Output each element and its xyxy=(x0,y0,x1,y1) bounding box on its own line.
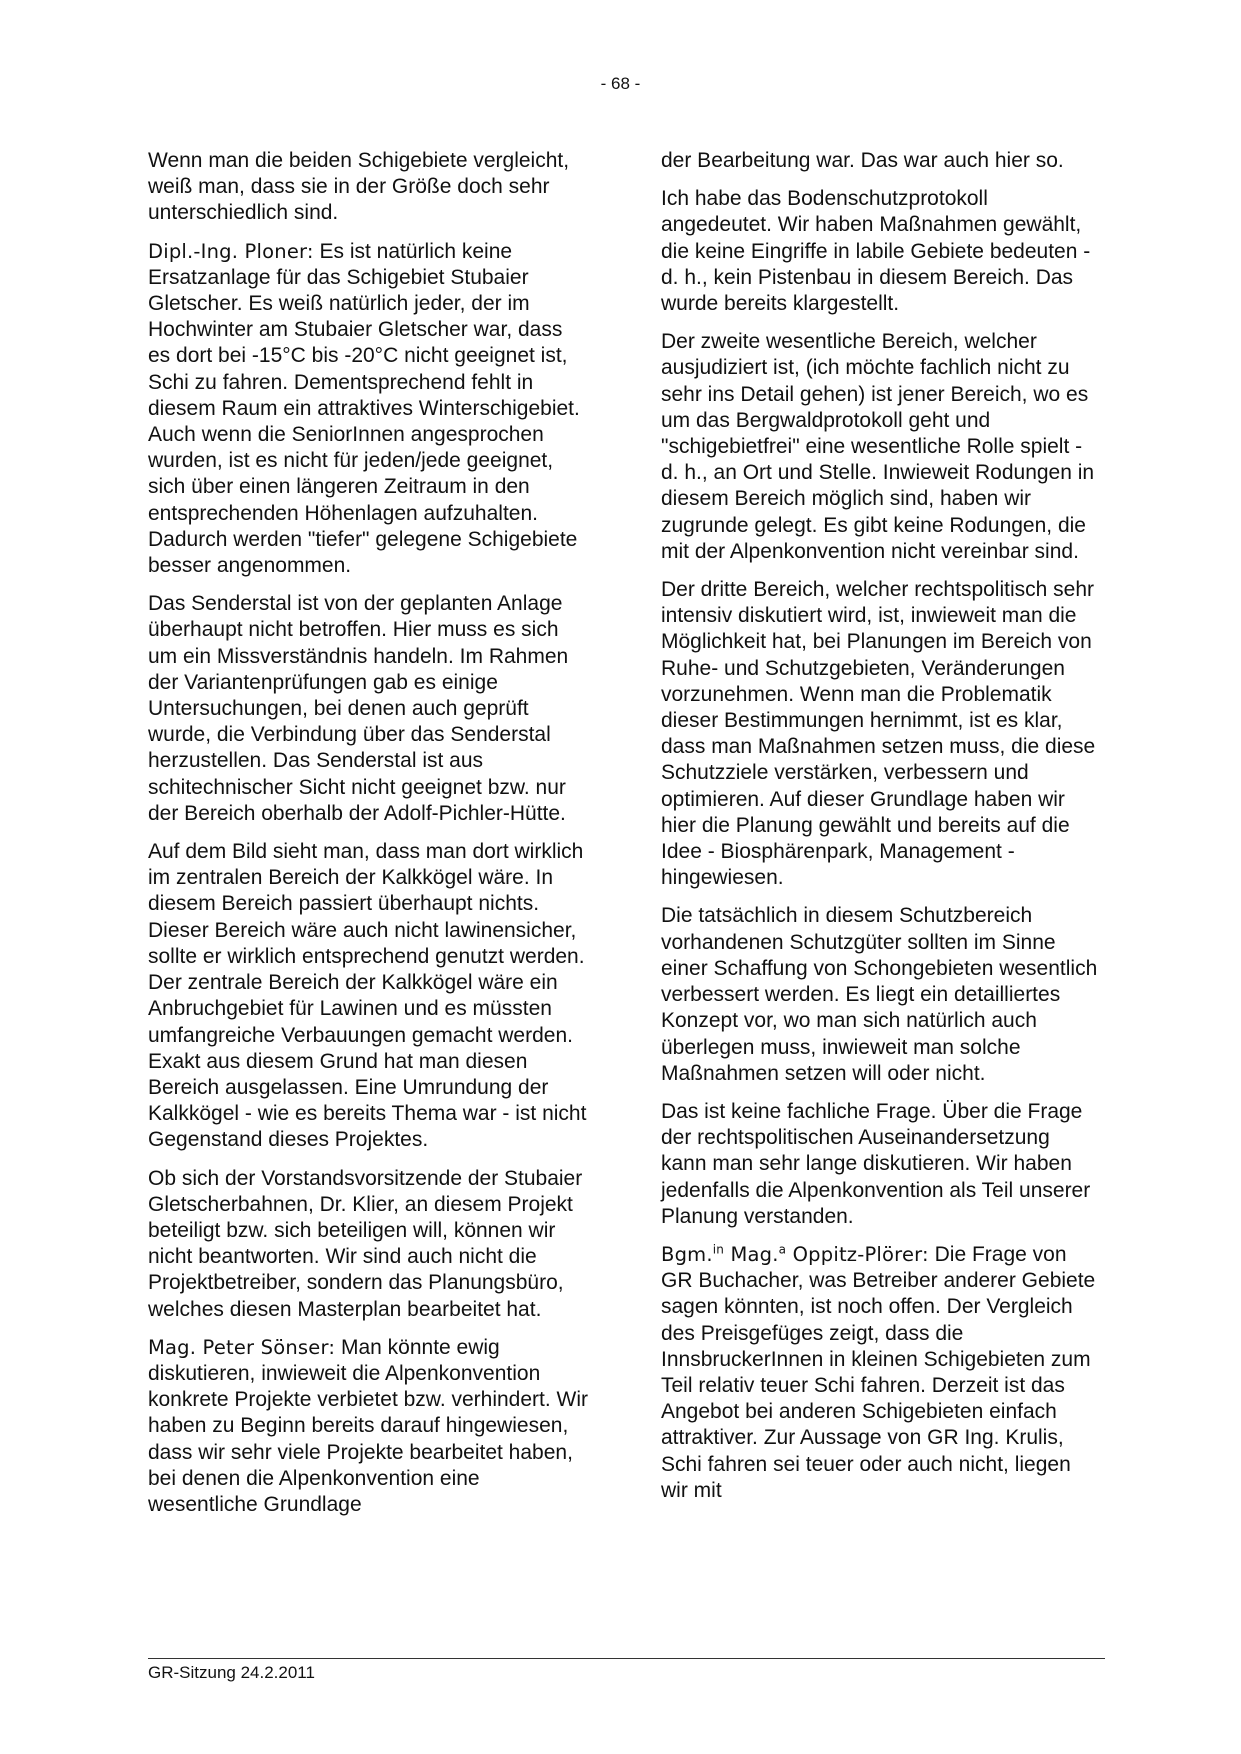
speaker-name: Mag. Peter Sönser: xyxy=(148,1335,336,1359)
paragraph: Wenn man die beiden Schigebiete vergleicht, weiß man, dass sie in der Größe doch sehr unterschiedlich sind. xyxy=(148,149,570,225)
speaker-superscript: in xyxy=(712,1242,725,1257)
paragraph-text: Man könnte ewig diskutieren, inwieweit die Alpenkonvention konkrete Projekte verbietet bzw. verhindert. Wir haben zu Beginn bereits darauf hingewiesen, dass wir sehr viele Projekte bearbeitet haben, bei denen die Alpenkonvention eine wesentliche Grundlage xyxy=(148,1335,589,1516)
speaker-title-bgm: Bgm. xyxy=(661,1242,713,1266)
speaker-title-mag: Mag. xyxy=(724,1242,779,1266)
paragraph xyxy=(148,239,588,580)
paragraph: Der zweite wesentliche Bereich, welcher ausjudiziert ist, (ich möchte fachlich nicht zu sehr ins Detail gehen) ist jener Bereich, wo es um das Bergwaldprotokoll geht und "schigebietfrei" eine wesentliche Rolle spielt - d. h., an Ort und Stelle. Inwieweit Rodungen in diesem Bereich möglich sind, haben wir zugrunde gelegt. Es gibt keine Rodungen, die mit der Alpenkonvention nicht vereinbar sind. xyxy=(661,330,1095,563)
paragraph: Der dritte Bereich, welcher rechtspolitisch sehr intensiv diskutiert wird, ist, inwieweit man die Möglichkeit hat, bei Planungen im Bereich von Ruhe- und Schutzgebieten, Veränderungen vorzunehmen. Wenn man die Problematik dieser Bestimmungen hernimmt, ist es klar, dass man Maßnahmen setzen muss, die diese Schutzziele verstärken, verbessern und optimieren. Auf dieser Grundlage haben wir hier die Planung gewählt und bereits auf die Idee - Biosphärenpark, Management - hingewiesen. xyxy=(661,578,1096,890)
paragraph-text: Es ist natürlich keine Ersatzanlage für das Schigebiet Stubaier Gletscher. Es weiß natürlich jeder, der im Hochwinter am Stubaier Gletscher war, dass es dort bei -15°C bis -20°C nicht geeignet ist, Schi zu fahren. Dementsprechend fehlt in diesem Raum ein attraktives Winterschigebiet. Auch wenn die SeniorInnen angesprochen wurden, ist es nicht für jeden/jede geeignet, sich über einen längeren Zeitraum in den entsprechenden Höhenlagen aufzuhalten. Dadurch werden "tiefer" gelegene Schigebiete besser angenommen. xyxy=(148,239,580,578)
footer-divider xyxy=(148,1658,1105,1659)
paragraph: Die tatsächlich in diesem Schutzbereich vorhandenen Schutzgüter sollten im Sinne einer Schaffung von Schongebieten wesentlich verbessert werden. Es liegt ein detailliertes Konzept vor, wo man sich natürlich auch überlegen muss, inwieweit man solche Maßnahmen setzen will oder nicht. xyxy=(661,904,1098,1085)
speaker-surname: Oppitz-Plörer: xyxy=(786,1242,929,1266)
speaker-name xyxy=(661,1243,929,1266)
left-column xyxy=(148,148,588,1530)
paragraph-text: Die Frage von GR Buchacher, was Betreiber anderer Gebiete sagen könnten, ist noch offen. Der Vergleich des Preisgefüges zeigt, dass die InnsbruckerInnen in kleinen Schigebieten zum Teil relativ teuer Schi fahren. Derzeit ist das Angebot bei anderen Schigebieten einfach attraktiver. Zur Aussage von GR Ing. Krulis, Schi fahren sei teuer oder auch nicht, liegen wir mit xyxy=(661,1242,1096,1502)
speaker-superscript: a xyxy=(778,1242,787,1257)
right-column xyxy=(661,148,1101,1516)
paragraph: Auf dem Bild sieht man, dass man dort wirklich im zentralen Bereich der Kalkkögel wäre. In diesem Bereich passiert überhaupt nichts. Dieser Bereich wäre auch nicht lawinensicher, sollte er wirklich entsprechend genutzt werden. Der zentrale Bereich der Kalkkögel wäre ein Anbruchgebiet für Lawinen und es müssten umfangreiche Verbauungen gemacht werden. Exakt aus diesem Grund hat man diesen Bereich ausgelassen. Eine Umrundung der Kalkkögel - wie es bereits Thema war - ist nicht Gegenstand dieses Projektes. xyxy=(148,840,587,1152)
paragraph: Das ist keine fachliche Frage. Über die Frage der rechtspolitischen Auseinandersetzung kann man sehr lange diskutieren. Wir haben jedenfalls die Alpenkonvention als Teil unserer Planung verstanden. xyxy=(661,1099,1091,1228)
paragraph: Ob sich der Vorstandsvorsitzende der Stubaier Gletscherbahnen, Dr. Klier, an diesem Projekt beteiligt bzw. sich beteiligen will, können wir nicht beantworten. Wir sind auch nicht die Projektbetreiber, sondern das Planungsbüro, welches diesen Masterplan bearbeitet hat. xyxy=(148,1166,583,1321)
speaker-name: Dipl.-Ing. Ploner: xyxy=(148,239,314,263)
paragraph xyxy=(148,1335,588,1518)
paragraph: Das Senderstal ist von der geplanten Anlage überhaupt nicht betroffen. Hier muss es sich um ein Missverständnis handeln. Im Rahmen der Variantenprüfungen gab es einige Untersuchungen, bei denen auch geprüft wurde, die Verbindung über das Senderstal herzustellen. Das Senderstal ist aus schitechnischer Sicht nicht geeignet bzw. nur der Bereich oberhalb der Adolf-Pichler-Hütte. xyxy=(148,592,569,825)
paragraph: der Bearbeitung war. Das war auch hier so. xyxy=(661,149,1064,172)
footer-text: GR-Sitzung 24.2.2011 xyxy=(148,1663,315,1682)
paragraph: Ich habe das Bodenschutzprotokoll angedeutet. Wir haben Maßnahmen gewählt, die keine Eingriffe in labile Gebiete bedeuten - d. h., kein Pistenbau in diesem Bereich. Das wurde bereits klargestellt. xyxy=(661,187,1091,316)
paragraph xyxy=(661,1242,1101,1504)
page-number: - 68 - xyxy=(600,74,641,93)
